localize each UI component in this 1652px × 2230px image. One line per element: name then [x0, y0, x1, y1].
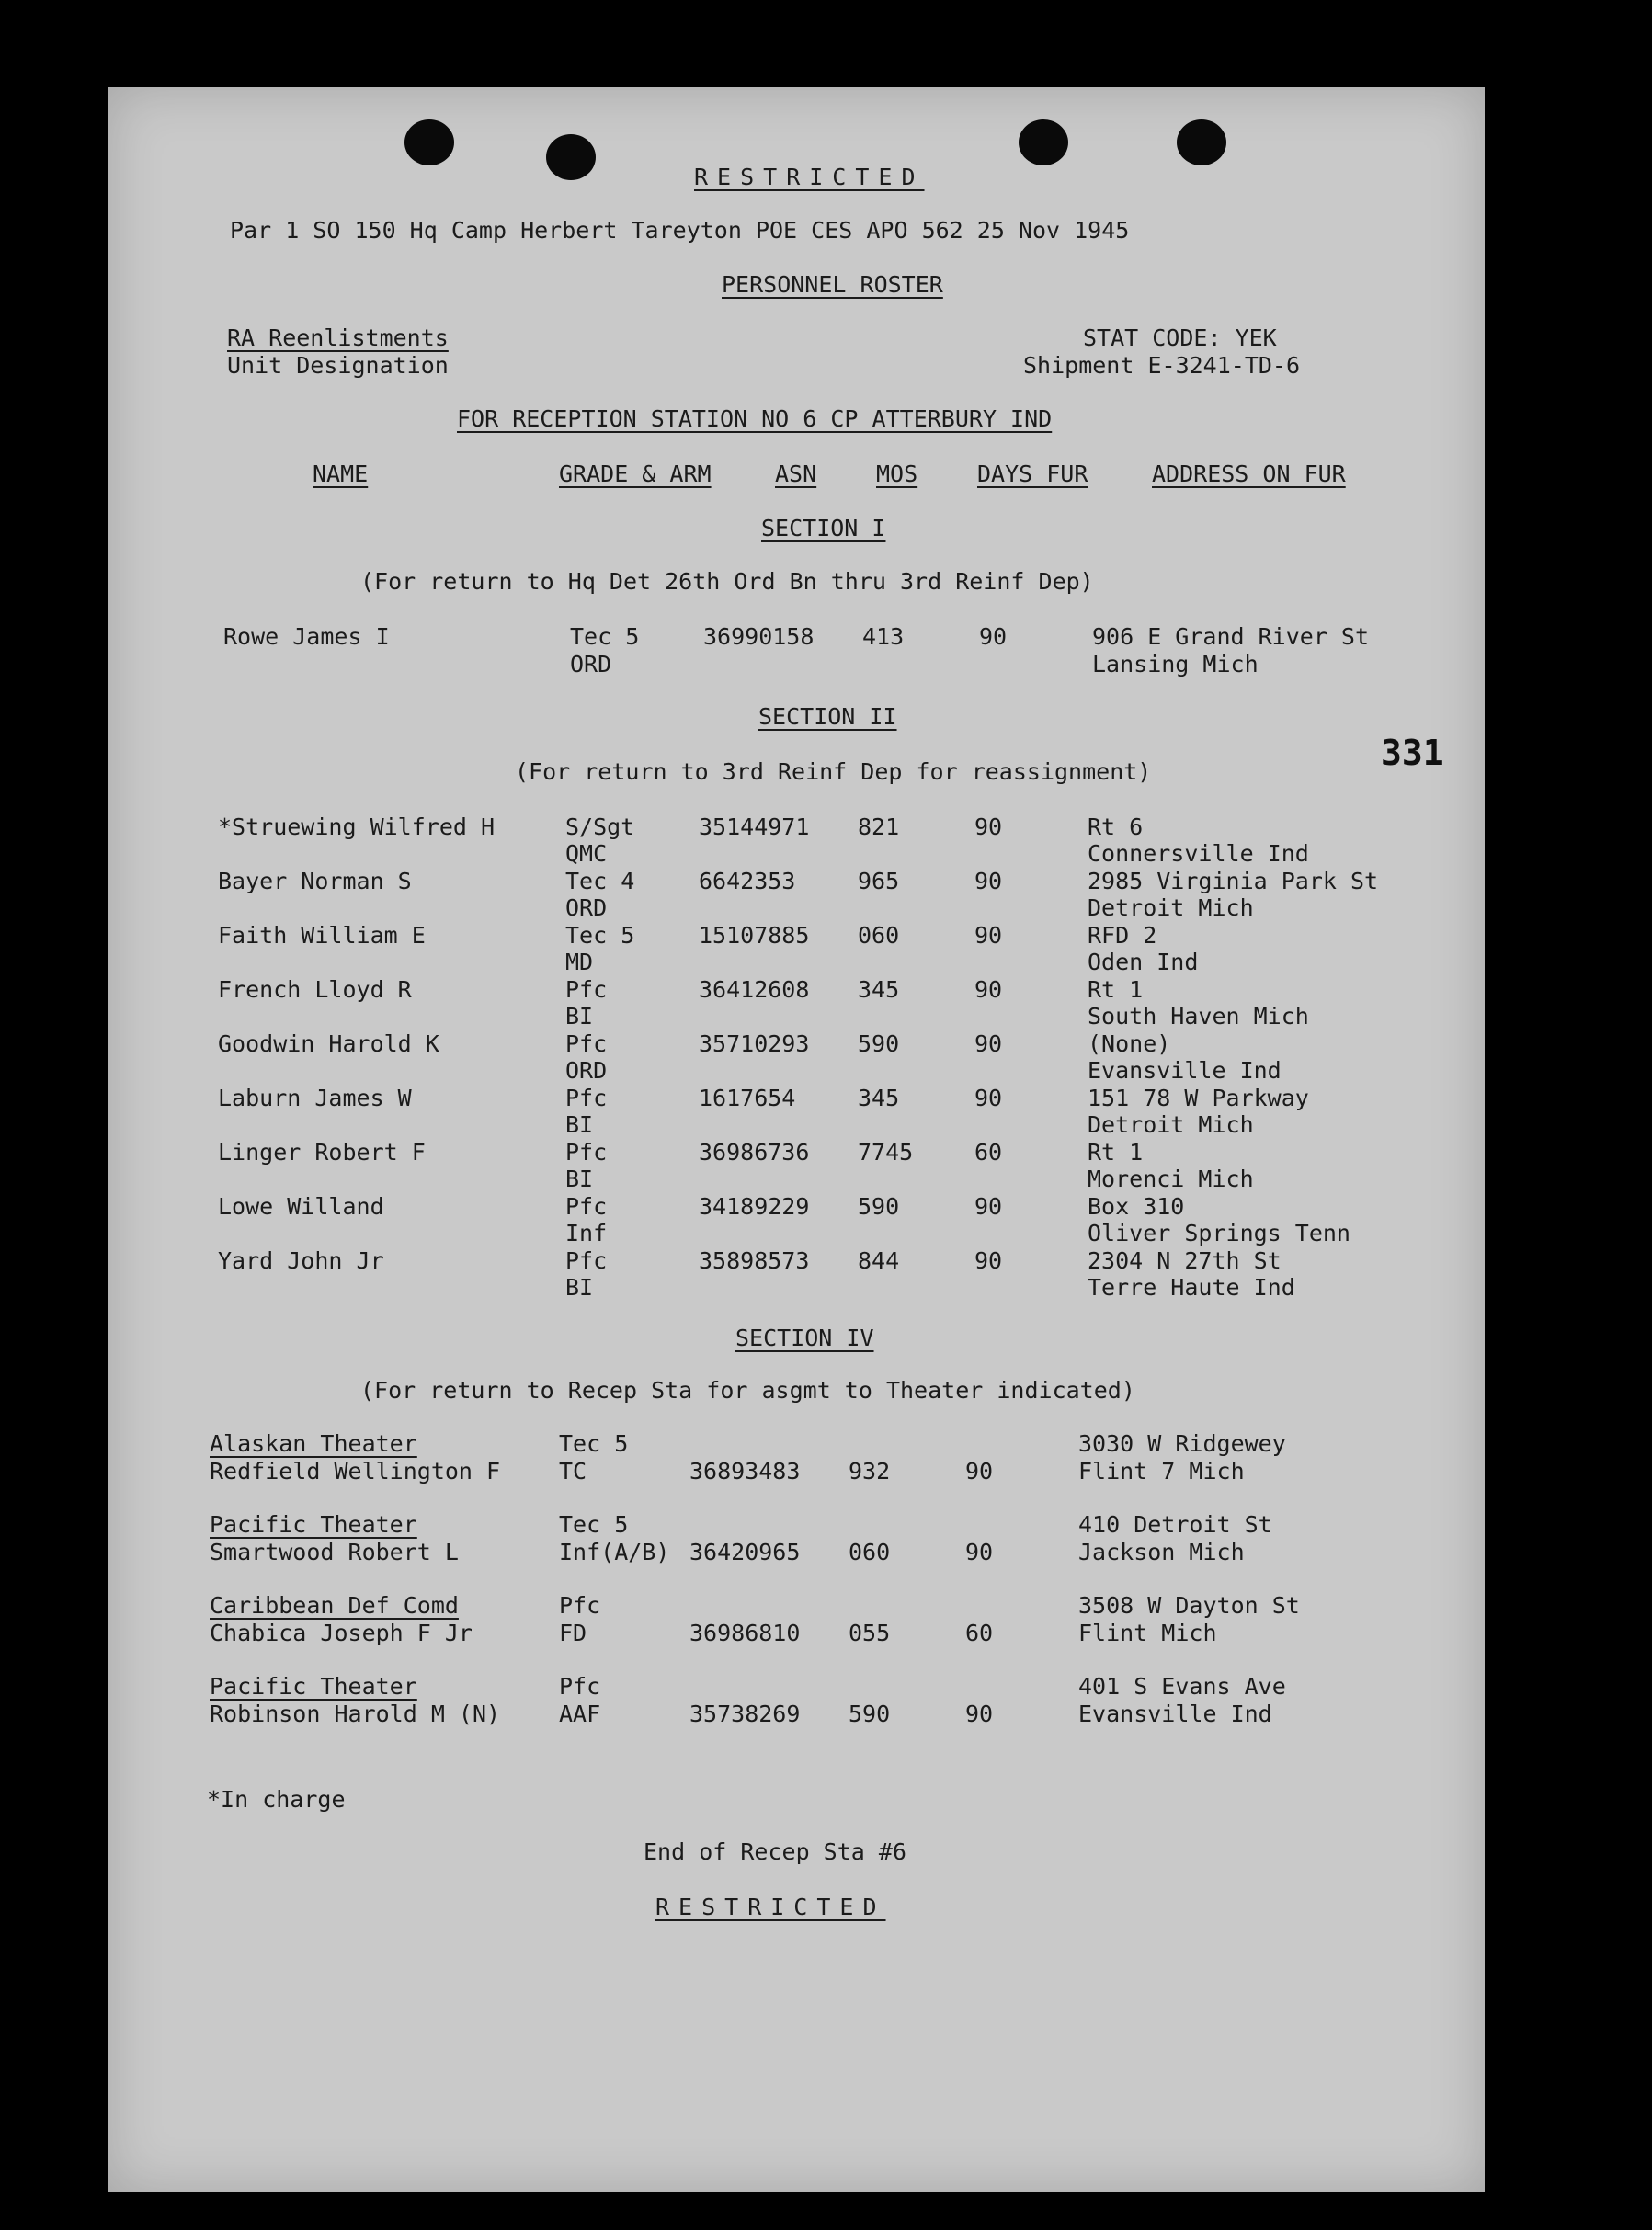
row-asn: 36986736 — [699, 1139, 810, 1166]
row-address-2: Lansing Mich — [1092, 651, 1259, 677]
row-grade: Pfc — [565, 1139, 608, 1166]
section-2-title: SECTION II — [758, 703, 897, 730]
row-days: 90 — [965, 1458, 994, 1485]
column-header-mos: MOS — [876, 461, 918, 487]
row-address-1: Rt 1 — [1088, 976, 1144, 1003]
row-arm: FD — [559, 1620, 587, 1646]
row-address-2: Detroit Mich — [1088, 1111, 1254, 1138]
row-asn: 36420965 — [689, 1539, 801, 1565]
row-arm: TC — [559, 1458, 587, 1485]
row-mos: 055 — [849, 1620, 891, 1646]
row-mos: 821 — [858, 813, 900, 840]
row-asn: 35144971 — [699, 813, 810, 840]
row-name: Bayer Norman S — [218, 868, 412, 894]
row-address-1: 3030 W Ridgewey — [1078, 1430, 1286, 1457]
column-header-asn: ASN — [775, 461, 817, 487]
row-address-2: Oliver Springs Tenn — [1088, 1220, 1350, 1246]
row-asn: 35898573 — [699, 1247, 810, 1274]
row-arm: QMC — [565, 840, 608, 867]
stat-code: STAT CODE: YEK — [1083, 324, 1277, 351]
row-arm: Inf(A/B) — [559, 1539, 670, 1565]
row-name: Laburn James W — [218, 1085, 412, 1111]
row-mos: 060 — [849, 1539, 891, 1565]
row-grade: Pfc — [565, 1247, 608, 1274]
row-grade: Pfc — [565, 1030, 608, 1057]
row-arm: MD — [565, 949, 594, 975]
row-arm: AAF — [559, 1701, 601, 1727]
row-asn: 36893483 — [689, 1458, 801, 1485]
row-mos: 590 — [858, 1030, 900, 1057]
unit-label: RA Reenlistments — [227, 324, 449, 351]
row-name: *Struewing Wilfred H — [218, 813, 496, 840]
row-address-2: Flint 7 Mich — [1078, 1458, 1245, 1485]
row-theater: Pacific Theater — [210, 1511, 417, 1538]
punch-hole-3 — [1019, 119, 1068, 165]
row-arm: BI — [565, 1003, 594, 1030]
end-note: End of Recep Sta #6 — [644, 1838, 906, 1865]
row-address-2: Terre Haute Ind — [1088, 1274, 1295, 1301]
row-name: Chabica Joseph F Jr — [210, 1620, 473, 1646]
row-mos: 413 — [862, 623, 905, 650]
column-header-days: DAYS FUR — [977, 461, 1088, 487]
row-mos: 844 — [858, 1247, 900, 1274]
row-arm: BI — [565, 1111, 594, 1138]
row-name: Lowe Willand — [218, 1193, 384, 1220]
section-1-note: (For return to Hq Det 26th Ord Bn thru 3rd Reinf Dep) — [360, 568, 1094, 595]
column-header-address: ADDRESS ON FUR — [1152, 461, 1346, 487]
restricted-footer: RESTRICTED — [655, 1894, 886, 1920]
row-name: Linger Robert F — [218, 1139, 426, 1166]
roster-title: PERSONNEL ROSTER — [722, 271, 943, 298]
row-address-2: Detroit Mich — [1088, 894, 1254, 921]
row-mos: 345 — [858, 976, 900, 1003]
row-name: Goodwin Harold K — [218, 1030, 439, 1057]
row-grade: Tec 5 — [570, 623, 640, 650]
row-asn: 6642353 — [699, 868, 796, 894]
row-days: 90 — [979, 623, 1008, 650]
row-address-2: Evansville Ind — [1078, 1701, 1272, 1727]
row-days: 90 — [965, 1539, 994, 1565]
row-theater: Pacific Theater — [210, 1673, 417, 1700]
row-days: 90 — [974, 1193, 1003, 1220]
row-address-1: 2985 Virginia Park St — [1088, 868, 1379, 894]
section-2-note: (For return to 3rd Reinf Dep for reassignment) — [515, 758, 1152, 785]
row-asn: 35738269 — [689, 1701, 801, 1727]
row-name: French Lloyd R — [218, 976, 412, 1003]
row-theater: Caribbean Def Comd — [210, 1592, 459, 1619]
row-mos: 345 — [858, 1085, 900, 1111]
punch-hole-1 — [404, 119, 454, 165]
order-line: Par 1 SO 150 Hq Camp Herbert Tareyton POE CES APO 562 25 Nov 1945 — [230, 217, 1130, 244]
row-grade: Pfc — [565, 976, 608, 1003]
row-arm: BI — [565, 1166, 594, 1192]
row-address-1: 151 78 W Parkway — [1088, 1085, 1309, 1111]
punch-hole-2 — [546, 134, 596, 180]
row-name: Robinson Harold M (N) — [210, 1701, 501, 1727]
row-address-1: Rt 6 — [1088, 813, 1144, 840]
row-grade: Pfc — [565, 1193, 608, 1220]
row-address-1: 3508 W Dayton St — [1078, 1592, 1300, 1619]
row-asn: 15107885 — [699, 922, 810, 949]
row-grade: Pfc — [559, 1673, 601, 1700]
row-days: 90 — [974, 1247, 1003, 1274]
row-address-2: Connersville Ind — [1088, 840, 1309, 867]
row-grade: Tec 5 — [559, 1430, 629, 1457]
destination-title: FOR RECEPTION STATION NO 6 CP ATTERBURY IND — [457, 405, 1053, 432]
row-arm: ORD — [565, 1057, 608, 1084]
row-mos: 590 — [849, 1701, 891, 1727]
row-name: Yard John Jr — [218, 1247, 384, 1274]
column-header-grade: GRADE & ARM — [559, 461, 712, 487]
row-days: 90 — [974, 1030, 1003, 1057]
row-days: 60 — [965, 1620, 994, 1646]
row-mos: 7745 — [858, 1139, 914, 1166]
row-days: 90 — [974, 868, 1003, 894]
row-arm: ORD — [565, 894, 608, 921]
row-address-2: Morenci Mich — [1088, 1166, 1254, 1192]
row-grade: Tec 5 — [559, 1511, 629, 1538]
page-number: 331 — [1381, 733, 1444, 773]
row-days: 90 — [974, 976, 1003, 1003]
row-address-1: 410 Detroit St — [1078, 1511, 1272, 1538]
row-asn: 36990158 — [703, 623, 815, 650]
row-name: Redfield Wellington F — [210, 1458, 501, 1485]
row-address-1: Box 310 — [1088, 1193, 1185, 1220]
restricted-header: RESTRICTED — [694, 164, 925, 190]
row-address-1: Rt 1 — [1088, 1139, 1144, 1166]
row-days: 90 — [974, 1085, 1003, 1111]
row-mos: 932 — [849, 1458, 891, 1485]
row-days: 90 — [965, 1701, 994, 1727]
unit-designation-label: Unit Designation — [227, 352, 449, 379]
shipment-number: Shipment E-3241-TD-6 — [1023, 352, 1301, 379]
row-mos: 060 — [858, 922, 900, 949]
row-asn: 35710293 — [699, 1030, 810, 1057]
row-asn: 1617654 — [699, 1085, 796, 1111]
row-grade: Pfc — [559, 1592, 601, 1619]
row-arm: Inf — [565, 1220, 608, 1246]
row-days: 90 — [974, 813, 1003, 840]
row-address-2: Oden Ind — [1088, 949, 1199, 975]
row-name: Rowe James I — [223, 623, 390, 650]
in-charge-note: *In charge — [207, 1786, 346, 1813]
punch-hole-4 — [1177, 119, 1226, 165]
row-grade: Tec 4 — [565, 868, 635, 894]
row-name: Smartwood Robert L — [210, 1539, 459, 1565]
row-days: 90 — [974, 922, 1003, 949]
row-grade: Tec 5 — [565, 922, 635, 949]
row-mos: 965 — [858, 868, 900, 894]
row-address-1: 906 E Grand River St — [1092, 623, 1370, 650]
row-arm: ORD — [570, 651, 612, 677]
section-4-note: (For return to Recep Sta for asgmt to Theater indicated) — [360, 1377, 1135, 1404]
section-4-title: SECTION IV — [735, 1325, 874, 1351]
row-address-1: 2304 N 27th St — [1088, 1247, 1282, 1274]
row-theater: Alaskan Theater — [210, 1430, 417, 1457]
row-address-1: 401 S Evans Ave — [1078, 1673, 1286, 1700]
row-address-2: South Haven Mich — [1088, 1003, 1309, 1030]
row-address-2: Jackson Mich — [1078, 1539, 1245, 1565]
row-name: Faith William E — [218, 922, 426, 949]
row-address-2: Flint Mich — [1078, 1620, 1217, 1646]
row-grade: S/Sgt — [565, 813, 635, 840]
row-address-2: Evansville Ind — [1088, 1057, 1282, 1084]
row-asn: 36412608 — [699, 976, 810, 1003]
row-arm: BI — [565, 1274, 594, 1301]
row-mos: 590 — [858, 1193, 900, 1220]
row-asn: 36986810 — [689, 1620, 801, 1646]
row-address-1: RFD 2 — [1088, 922, 1157, 949]
row-grade: Pfc — [565, 1085, 608, 1111]
row-asn: 34189229 — [699, 1193, 810, 1220]
row-address-1: (None) — [1088, 1030, 1171, 1057]
column-header-name: NAME — [313, 461, 369, 487]
section-1-title: SECTION I — [761, 515, 886, 541]
row-days: 60 — [974, 1139, 1003, 1166]
